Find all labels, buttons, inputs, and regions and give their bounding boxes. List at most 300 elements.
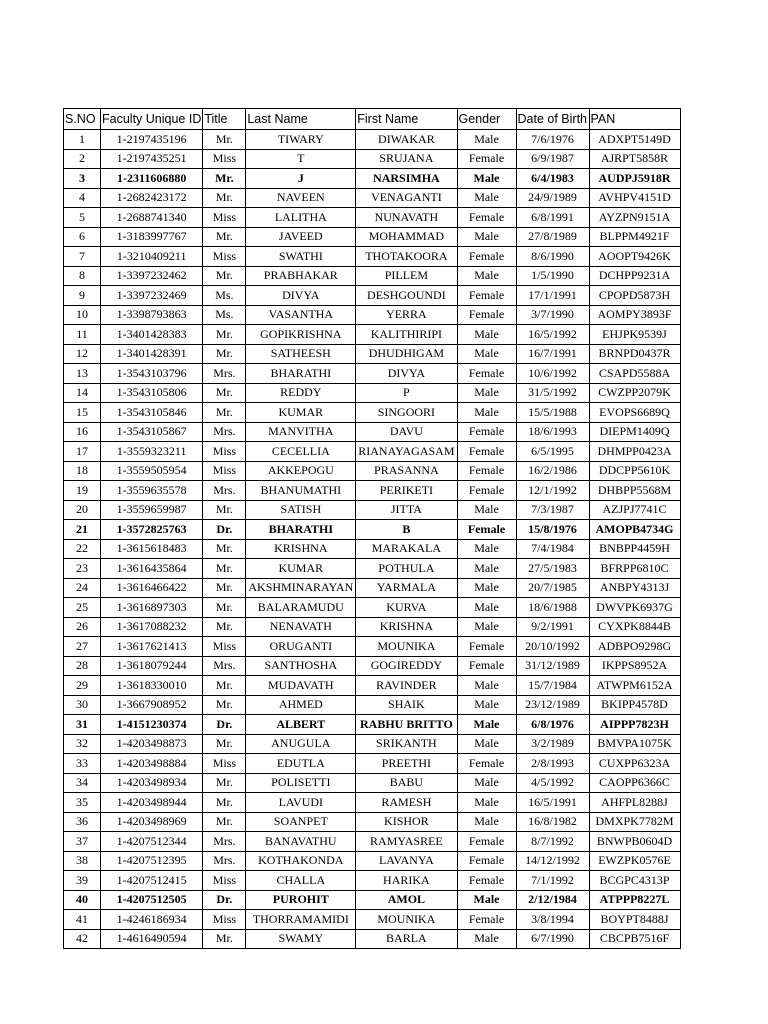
cell-first-name: SINGOORI: [356, 403, 457, 423]
cell-dob: 10/6/1992: [516, 364, 589, 384]
cell-title: Mr.: [203, 734, 246, 754]
cell-faculty-id: 1-3543105806: [101, 383, 203, 403]
cell-sno: 4: [64, 188, 101, 208]
cell-last-name: KUMAR: [246, 403, 356, 423]
cell-sno: 16: [64, 422, 101, 442]
cell-pan: EHJPK9539J: [589, 325, 680, 345]
table-row: [64, 286, 681, 306]
cell-last-name: BHANUMATHI: [246, 481, 356, 501]
cell-title: Miss: [203, 910, 246, 930]
cell-sno: 38: [64, 851, 101, 871]
cell-title: Miss: [203, 149, 246, 169]
cell-title: Mr.: [203, 812, 246, 832]
cell-title: Mr.: [203, 676, 246, 696]
table-row: [64, 793, 681, 813]
cell-sno: 20: [64, 500, 101, 520]
table-row: [64, 578, 681, 598]
cell-sno: 37: [64, 832, 101, 852]
cell-first-name: SHAIK: [356, 695, 457, 715]
cell-title: Miss: [203, 208, 246, 228]
cell-dob: 2/8/1993: [516, 754, 589, 774]
cell-last-name: GOPIKRISHNA: [246, 325, 356, 345]
cell-first-name: RAMYASREE: [356, 832, 457, 852]
cell-title: Mr.: [203, 188, 246, 208]
header-row: [64, 109, 681, 130]
cell-first-name: MOUNIKA: [356, 910, 457, 930]
cell-gender: Male: [457, 734, 516, 754]
cell-first-name: JITTA: [356, 500, 457, 520]
cell-last-name: SATISH: [246, 500, 356, 520]
cell-faculty-id: 1-3616897303: [101, 598, 203, 618]
cell-first-name: BABU: [356, 773, 457, 793]
cell-first-name: LAVANYA: [356, 851, 457, 871]
cell-first-name: KISHOR: [356, 812, 457, 832]
cell-first-name: KRISHNA: [356, 617, 457, 637]
table-row: [64, 890, 681, 910]
cell-first-name: BARLA: [356, 929, 457, 949]
cell-first-name: KALITHIRIPI: [356, 325, 457, 345]
cell-dob: 8/7/1992: [516, 832, 589, 852]
table-row: [64, 500, 681, 520]
cell-dob: 23/12/1989: [516, 695, 589, 715]
cell-dob: 20/10/1992: [516, 637, 589, 657]
cell-last-name: AHMED: [246, 695, 356, 715]
cell-last-name: MANVITHA: [246, 422, 356, 442]
cell-dob: 6/7/1990: [516, 929, 589, 949]
cell-sno: 5: [64, 208, 101, 228]
cell-first-name: NUNAVATH: [356, 208, 457, 228]
cell-title: Miss: [203, 871, 246, 891]
cell-sno: 11: [64, 325, 101, 345]
cell-faculty-id: 1-3616435864: [101, 559, 203, 579]
cell-faculty-id: 1-4203498873: [101, 734, 203, 754]
table-row: [64, 520, 681, 540]
cell-gender: Male: [457, 130, 516, 150]
cell-last-name: BHARATHI: [246, 364, 356, 384]
cell-faculty-id: 1-4207512395: [101, 851, 203, 871]
cell-title: Dr.: [203, 890, 246, 910]
cell-gender: Male: [457, 383, 516, 403]
cell-first-name: NARSIMHA: [356, 169, 457, 189]
col-header-pan: PAN: [589, 109, 680, 130]
cell-sno: 10: [64, 305, 101, 325]
cell-dob: 3/2/1989: [516, 734, 589, 754]
cell-sno: 9: [64, 286, 101, 306]
table-row: [64, 461, 681, 481]
cell-title: Mr.: [203, 344, 246, 364]
cell-sno: 1: [64, 130, 101, 150]
cell-gender: Male: [457, 676, 516, 696]
cell-faculty-id: 1-3572825763: [101, 520, 203, 540]
cell-gender: Male: [457, 559, 516, 579]
cell-last-name: ANUGULA: [246, 734, 356, 754]
cell-dob: 16/2/1986: [516, 461, 589, 481]
cell-gender: Male: [457, 227, 516, 247]
cell-title: Mr.: [203, 325, 246, 345]
cell-first-name: DIVYA: [356, 364, 457, 384]
table-row: [64, 851, 681, 871]
cell-title: Mr.: [203, 169, 246, 189]
cell-last-name: ALBERT: [246, 715, 356, 735]
cell-last-name: DIVYA: [246, 286, 356, 306]
cell-last-name: BANAVATHU: [246, 832, 356, 852]
cell-first-name: YARMALA: [356, 578, 457, 598]
cell-sno: 6: [64, 227, 101, 247]
cell-pan: AVHPV4151D: [589, 188, 680, 208]
cell-title: Ms.: [203, 286, 246, 306]
cell-last-name: POLISETTI: [246, 773, 356, 793]
cell-sno: 25: [64, 598, 101, 618]
table-row: [64, 442, 681, 462]
cell-title: Miss: [203, 637, 246, 657]
cell-gender: Male: [457, 812, 516, 832]
cell-first-name: SRUJANA: [356, 149, 457, 169]
cell-first-name: DHUDHIGAM: [356, 344, 457, 364]
cell-sno: 36: [64, 812, 101, 832]
cell-title: Mr.: [203, 500, 246, 520]
table-row: [64, 188, 681, 208]
cell-last-name: T: [246, 149, 356, 169]
cell-title: Mr.: [203, 559, 246, 579]
cell-gender: Male: [457, 169, 516, 189]
cell-pan: BLPPM4921F: [589, 227, 680, 247]
cell-first-name: B: [356, 520, 457, 540]
cell-first-name: RABHU BRITTO: [356, 715, 457, 735]
cell-last-name: THORRAMAMIDI: [246, 910, 356, 930]
cell-sno: 40: [64, 890, 101, 910]
cell-dob: 20/7/1985: [516, 578, 589, 598]
cell-pan: ADBPO9298G: [589, 637, 680, 657]
cell-faculty-id: 1-2682423172: [101, 188, 203, 208]
table-row: [64, 364, 681, 384]
cell-pan: CUXPP6323A: [589, 754, 680, 774]
cell-first-name: AMOL: [356, 890, 457, 910]
table-row: [64, 247, 681, 267]
cell-first-name: MARAKALA: [356, 539, 457, 559]
cell-pan: BNBPP4459H: [589, 539, 680, 559]
cell-gender: Female: [457, 149, 516, 169]
cell-title: Mr.: [203, 793, 246, 813]
cell-dob: 2/12/1984: [516, 890, 589, 910]
cell-faculty-id: 1-2311606880: [101, 169, 203, 189]
cell-faculty-id: 1-3543105846: [101, 403, 203, 423]
cell-pan: CBCPB7516F: [589, 929, 680, 949]
cell-first-name: YERRA: [356, 305, 457, 325]
cell-title: Mr.: [203, 403, 246, 423]
cell-sno: 27: [64, 637, 101, 657]
cell-last-name: AKKEPOGU: [246, 461, 356, 481]
cell-sno: 33: [64, 754, 101, 774]
cell-dob: 16/7/1991: [516, 344, 589, 364]
table-row: [64, 325, 681, 345]
cell-faculty-id: 1-2688741340: [101, 208, 203, 228]
cell-pan: ATPPP8227L: [589, 890, 680, 910]
cell-faculty-id: 1-3559659987: [101, 500, 203, 520]
cell-gender: Male: [457, 929, 516, 949]
cell-dob: 31/12/1989: [516, 656, 589, 676]
cell-faculty-id: 1-4207512505: [101, 890, 203, 910]
cell-last-name: KRISHNA: [246, 539, 356, 559]
cell-gender: Male: [457, 500, 516, 520]
cell-last-name: TIWARY: [246, 130, 356, 150]
cell-dob: 15/7/1984: [516, 676, 589, 696]
cell-first-name: RAVINDER: [356, 676, 457, 696]
cell-first-name: KURVA: [356, 598, 457, 618]
cell-gender: Male: [457, 188, 516, 208]
table-row: [64, 344, 681, 364]
cell-faculty-id: 1-3401428383: [101, 325, 203, 345]
cell-sno: 17: [64, 442, 101, 462]
cell-first-name: PREETHI: [356, 754, 457, 774]
cell-dob: 8/6/1990: [516, 247, 589, 267]
cell-gender: Female: [457, 851, 516, 871]
cell-sno: 39: [64, 871, 101, 891]
cell-gender: Male: [457, 715, 516, 735]
cell-title: Mr.: [203, 130, 246, 150]
col-header-last-name: Last Name: [246, 109, 356, 130]
cell-title: Mr.: [203, 617, 246, 637]
cell-pan: DHBPP5568M: [589, 481, 680, 501]
cell-title: Dr.: [203, 715, 246, 735]
cell-title: Mr.: [203, 695, 246, 715]
cell-gender: Female: [457, 442, 516, 462]
cell-last-name: PRABHAKAR: [246, 266, 356, 286]
cell-faculty-id: 1-4203498884: [101, 754, 203, 774]
cell-dob: 17/1/1991: [516, 286, 589, 306]
cell-dob: 3/8/1994: [516, 910, 589, 930]
cell-pan: DDCPP5610K: [589, 461, 680, 481]
cell-faculty-id: 1-3616466422: [101, 578, 203, 598]
table-row: [64, 208, 681, 228]
cell-sno: 22: [64, 539, 101, 559]
cell-last-name: REDDY: [246, 383, 356, 403]
cell-first-name: PRASANNA: [356, 461, 457, 481]
table-row: [64, 910, 681, 930]
cell-dob: 6/8/1976: [516, 715, 589, 735]
cell-gender: Female: [457, 364, 516, 384]
cell-sno: 32: [64, 734, 101, 754]
cell-gender: Female: [457, 422, 516, 442]
cell-dob: 7/4/1984: [516, 539, 589, 559]
cell-last-name: CHALLA: [246, 871, 356, 891]
cell-dob: 27/8/1989: [516, 227, 589, 247]
cell-pan: AHFPL8288J: [589, 793, 680, 813]
cell-gender: Male: [457, 617, 516, 637]
cell-sno: 31: [64, 715, 101, 735]
cell-sno: 8: [64, 266, 101, 286]
cell-sno: 15: [64, 403, 101, 423]
cell-pan: AOMPY3893F: [589, 305, 680, 325]
cell-title: Mr.: [203, 383, 246, 403]
cell-sno: 18: [64, 461, 101, 481]
cell-title: Mrs.: [203, 364, 246, 384]
cell-gender: Female: [457, 481, 516, 501]
cell-pan: DWVPK6937G: [589, 598, 680, 618]
table-row: [64, 598, 681, 618]
cell-title: Miss: [203, 247, 246, 267]
cell-first-name: P: [356, 383, 457, 403]
cell-faculty-id: 1-3667908952: [101, 695, 203, 715]
col-header-faculty-id: Faculty Unique ID: [101, 109, 203, 130]
table-row: [64, 832, 681, 852]
cell-dob: 16/5/1991: [516, 793, 589, 813]
cell-sno: 21: [64, 520, 101, 540]
cell-gender: Female: [457, 871, 516, 891]
cell-pan: BFRPP6810C: [589, 559, 680, 579]
cell-title: Miss: [203, 442, 246, 462]
cell-dob: 12/1/1992: [516, 481, 589, 501]
cell-pan: ATWPM6152A: [589, 676, 680, 696]
cell-dob: 16/5/1992: [516, 325, 589, 345]
table-row: [64, 305, 681, 325]
cell-faculty-id: 1-3559323211: [101, 442, 203, 462]
cell-title: Mrs.: [203, 422, 246, 442]
table-row: [64, 130, 681, 150]
table-row: [64, 812, 681, 832]
cell-title: Mr.: [203, 598, 246, 618]
cell-pan: AIPPP7823H: [589, 715, 680, 735]
faculty-table: [63, 108, 681, 949]
cell-sno: 26: [64, 617, 101, 637]
cell-title: Mrs.: [203, 656, 246, 676]
cell-title: Ms.: [203, 305, 246, 325]
col-header-sno: S.NO: [64, 109, 101, 130]
cell-faculty-id: 1-4203498934: [101, 773, 203, 793]
cell-dob: 6/8/1991: [516, 208, 589, 228]
cell-pan: IKPPS8952A: [589, 656, 680, 676]
cell-title: Mr.: [203, 266, 246, 286]
cell-first-name: HARIKA: [356, 871, 457, 891]
cell-last-name: VASANTHA: [246, 305, 356, 325]
cell-faculty-id: 1-3615618483: [101, 539, 203, 559]
table-row: [64, 559, 681, 579]
cell-title: Mrs.: [203, 832, 246, 852]
cell-gender: Female: [457, 208, 516, 228]
cell-faculty-id: 1-3543103796: [101, 364, 203, 384]
cell-first-name: VENAGANTI: [356, 188, 457, 208]
table-row: [64, 773, 681, 793]
cell-first-name: POTHULA: [356, 559, 457, 579]
cell-sno: 23: [64, 559, 101, 579]
cell-dob: 15/5/1988: [516, 403, 589, 423]
cell-dob: 6/9/1987: [516, 149, 589, 169]
table-row: [64, 403, 681, 423]
cell-title: Mr.: [203, 929, 246, 949]
cell-dob: 4/5/1992: [516, 773, 589, 793]
cell-last-name: BALARAMUDU: [246, 598, 356, 618]
cell-sno: 28: [64, 656, 101, 676]
cell-faculty-id: 1-3617621413: [101, 637, 203, 657]
cell-sno: 29: [64, 676, 101, 696]
cell-dob: 18/6/1988: [516, 598, 589, 618]
cell-last-name: EDUTLA: [246, 754, 356, 774]
cell-faculty-id: 1-3559505954: [101, 461, 203, 481]
cell-sno: 2: [64, 149, 101, 169]
table-row: [64, 871, 681, 891]
cell-gender: Female: [457, 461, 516, 481]
cell-last-name: J: [246, 169, 356, 189]
cell-faculty-id: 1-3398793863: [101, 305, 203, 325]
cell-gender: Female: [457, 754, 516, 774]
table-row: [64, 422, 681, 442]
cell-gender: Male: [457, 403, 516, 423]
table-row: [64, 715, 681, 735]
table-row: [64, 149, 681, 169]
col-header-dob: Date of Birth: [516, 109, 589, 130]
cell-last-name: PUROHIT: [246, 890, 356, 910]
cell-title: Mr.: [203, 539, 246, 559]
cell-last-name: SWAMY: [246, 929, 356, 949]
cell-dob: 7/1/1992: [516, 871, 589, 891]
cell-pan: BRNPD0437R: [589, 344, 680, 364]
cell-pan: AMOPB4734G: [589, 520, 680, 540]
cell-last-name: SATHEESH: [246, 344, 356, 364]
cell-last-name: MUDAVATH: [246, 676, 356, 696]
cell-faculty-id: 1-3618079244: [101, 656, 203, 676]
cell-pan: AZJPJ7741C: [589, 500, 680, 520]
table-row: [64, 929, 681, 949]
cell-gender: Female: [457, 305, 516, 325]
cell-dob: 7/6/1976: [516, 130, 589, 150]
table-row: [64, 266, 681, 286]
cell-pan: CYXPK8844B: [589, 617, 680, 637]
cell-faculty-id: 1-4203498969: [101, 812, 203, 832]
cell-dob: 31/5/1992: [516, 383, 589, 403]
table-row: [64, 481, 681, 501]
table-row: [64, 383, 681, 403]
cell-first-name: DESHGOUNDI: [356, 286, 457, 306]
cell-pan: DCHPP9231A: [589, 266, 680, 286]
cell-last-name: KOTHAKONDA: [246, 851, 356, 871]
table-row: [64, 617, 681, 637]
cell-faculty-id: 1-4207512344: [101, 832, 203, 852]
cell-first-name: THOTAKOORA: [356, 247, 457, 267]
table-body: [64, 130, 681, 949]
cell-first-name: PERIKETI: [356, 481, 457, 501]
cell-last-name: LAVUDI: [246, 793, 356, 813]
cell-gender: Male: [457, 325, 516, 345]
cell-pan: BOYPT8488J: [589, 910, 680, 930]
cell-sno: 30: [64, 695, 101, 715]
cell-pan: CAOPP6366C: [589, 773, 680, 793]
table-row: [64, 539, 681, 559]
cell-last-name: SANTHOSHA: [246, 656, 356, 676]
cell-pan: AUDPJ5918R: [589, 169, 680, 189]
cell-faculty-id: 1-3397232462: [101, 266, 203, 286]
cell-sno: 34: [64, 773, 101, 793]
cell-last-name: LALITHA: [246, 208, 356, 228]
cell-faculty-id: 1-4246186934: [101, 910, 203, 930]
cell-faculty-id: 1-3397232469: [101, 286, 203, 306]
cell-faculty-id: 1-2197435251: [101, 149, 203, 169]
cell-last-name: SOANPET: [246, 812, 356, 832]
cell-last-name: BHARATHI: [246, 520, 356, 540]
table-row: [64, 169, 681, 189]
cell-title: Miss: [203, 461, 246, 481]
cell-dob: 24/9/1989: [516, 188, 589, 208]
cell-gender: Male: [457, 598, 516, 618]
cell-pan: AJRPT5858R: [589, 149, 680, 169]
cell-title: Mrs.: [203, 481, 246, 501]
cell-last-name: NAVEEN: [246, 188, 356, 208]
cell-title: Mr.: [203, 578, 246, 598]
cell-pan: DHMPP0423A: [589, 442, 680, 462]
cell-last-name: ORUGANTI: [246, 637, 356, 657]
cell-first-name: RIANAYAGASAM: [356, 442, 457, 462]
cell-dob: 3/7/1990: [516, 305, 589, 325]
cell-gender: Female: [457, 832, 516, 852]
cell-faculty-id: 1-4203498944: [101, 793, 203, 813]
